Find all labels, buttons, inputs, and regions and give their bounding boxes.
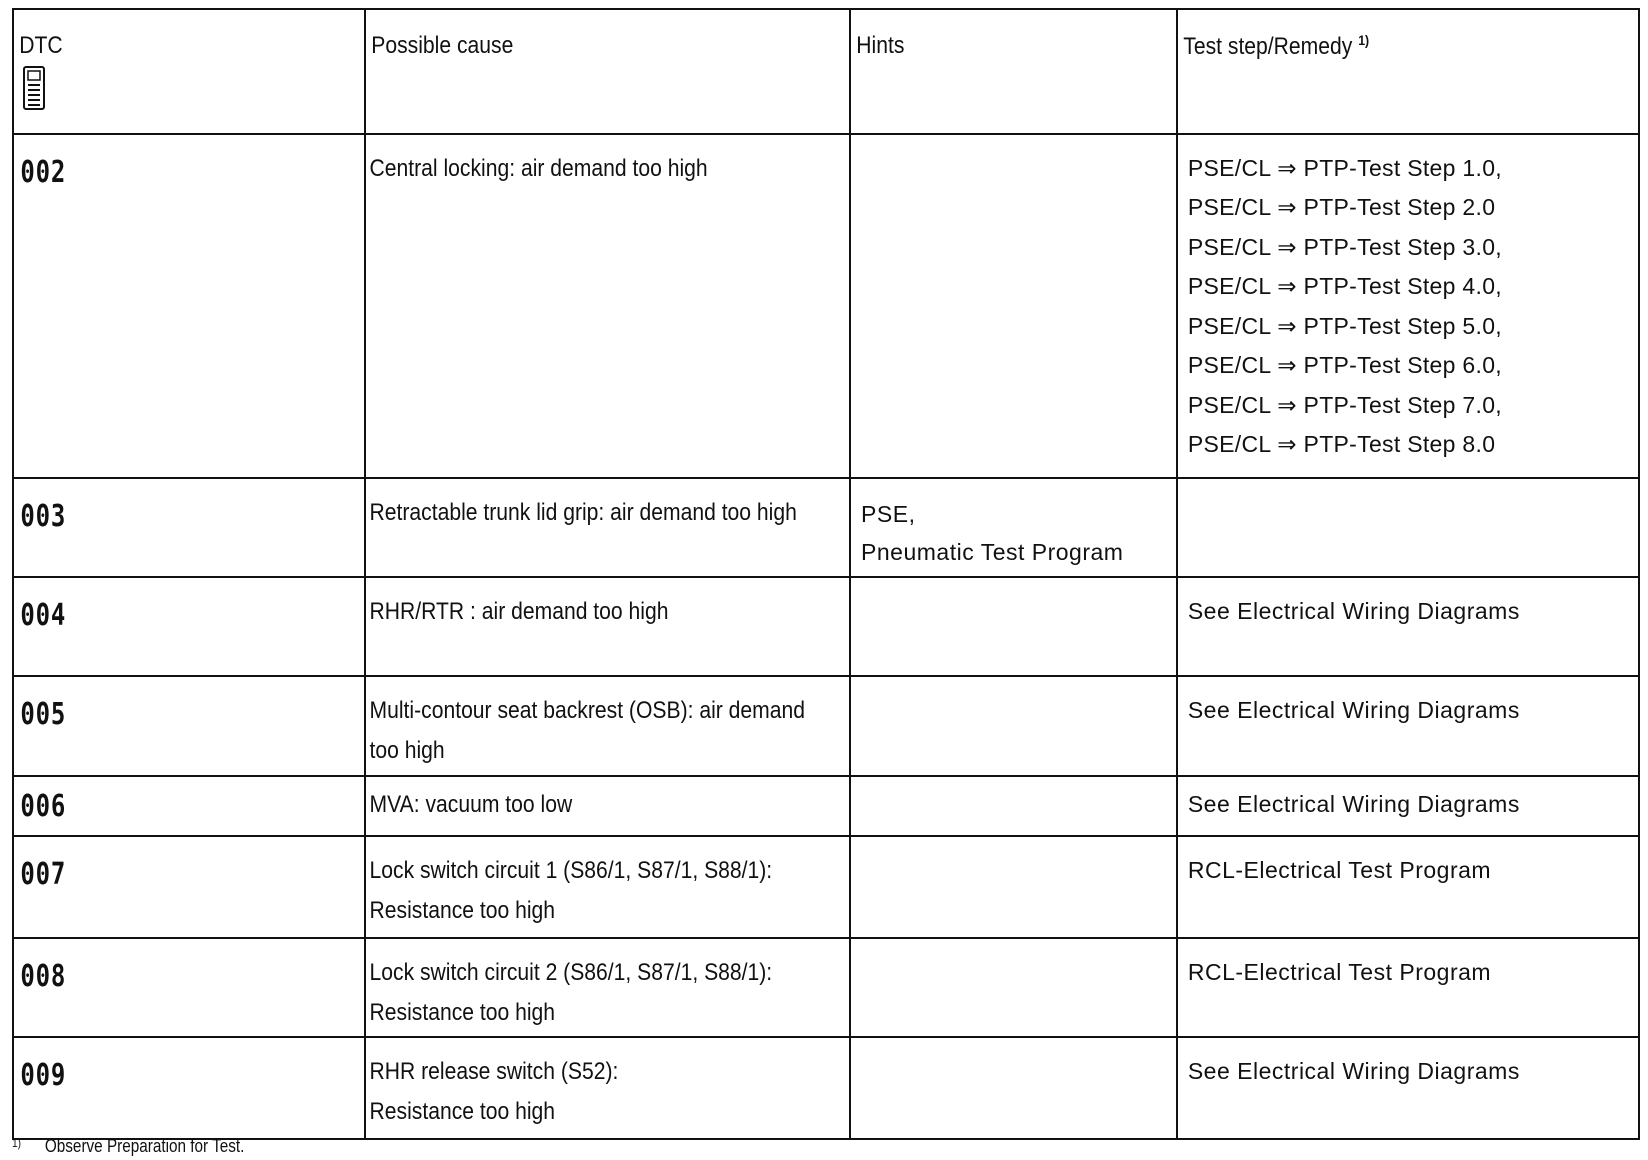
remedy-text: RCL-Electrical Test Program [1187, 856, 1492, 883]
header-test-step-cell [1177, 9, 1639, 134]
hints-line: PSE, [861, 501, 916, 527]
remedy-text: RCL-Electrical Test Program [1187, 958, 1492, 985]
remedy-line: PSE/CL ⇒ PTP-Test Step 4.0, [1187, 273, 1502, 300]
table-row [13, 676, 1639, 776]
remedy-line: PSE/CL ⇒ PTP-Test Step 3.0, [1187, 233, 1502, 260]
remedy-list [1178, 135, 1638, 465]
possible-cause: Central locking: air demand too high [369, 154, 708, 182]
table-row [13, 776, 1639, 836]
remedy-cell [1177, 478, 1639, 577]
dtc-code: 006 [20, 788, 67, 824]
remedy-text: See Electrical Wiring Diagrams [1187, 790, 1520, 817]
hints-cell [850, 836, 1177, 938]
hints-text [851, 479, 1176, 571]
cause-line: Resistance too high [369, 1098, 555, 1126]
possible-cause [366, 939, 850, 1033]
hints-cell [850, 577, 1177, 677]
header-cause-cell [365, 9, 850, 134]
header-dtc-cell [13, 9, 365, 134]
header-hints-cell [850, 9, 1177, 134]
table-header-row [13, 9, 1639, 134]
cause-line: Lock switch circuit 2 (S86/1, S87/1, S88/1): [369, 958, 773, 986]
remedy-text: See Electrical Wiring Diagrams [1187, 1058, 1520, 1085]
header-hints: Hints [856, 32, 905, 59]
dtc-table [12, 8, 1640, 1140]
hints-line: Pneumatic Test Program [861, 539, 1124, 565]
header-dtc: DTC [19, 32, 63, 59]
hints-cell [850, 134, 1177, 478]
cause-line: Lock switch circuit 1 (S86/1, S87/1, S88/1): [369, 856, 773, 884]
hints-cell [850, 1037, 1177, 1139]
footnote-mark: 1) [12, 1136, 22, 1150]
footnote-text: Observe Preparation for Test. [44, 1136, 245, 1156]
table-row [13, 1037, 1639, 1139]
remedy-text: See Electrical Wiring Diagrams [1187, 697, 1520, 724]
table-row [13, 478, 1639, 577]
header-test-step-label: Test step/Remedy [1183, 33, 1353, 60]
dtc-code: 005 [20, 697, 67, 733]
table-row [13, 836, 1639, 938]
hints-cell [850, 776, 1177, 836]
table-row [13, 577, 1639, 677]
hints-cell [850, 676, 1177, 776]
table-row [13, 134, 1639, 478]
remedy-line: PSE/CL ⇒ PTP-Test Step 2.0 [1187, 194, 1496, 221]
possible-cause [366, 837, 850, 931]
cause-line: Resistance too high [369, 998, 555, 1026]
cause-line: RHR release switch (S52): [369, 1058, 619, 1086]
possible-cause: RHR/RTR : air demand too high [369, 597, 669, 625]
dtc-code: 008 [20, 958, 67, 994]
hand-held-tester-icon [22, 66, 46, 110]
remedy-line: PSE/CL ⇒ PTP-Test Step 8.0 [1187, 431, 1496, 458]
remedy-line: PSE/CL ⇒ PTP-Test Step 1.0, [1187, 154, 1502, 181]
cause-line: too high [369, 737, 445, 765]
header-possible-cause: Possible cause [371, 32, 514, 59]
dtc-code: 007 [20, 856, 67, 892]
header-test-step [1178, 10, 1583, 61]
remedy-line: PSE/CL ⇒ PTP-Test Step 6.0, [1187, 352, 1502, 379]
dtc-code: 003 [20, 499, 67, 534]
remedy-line: PSE/CL ⇒ PTP-Test Step 7.0, [1187, 391, 1502, 418]
table-row [13, 938, 1639, 1038]
dtc-code: 002 [20, 154, 67, 190]
remedy-line: PSE/CL ⇒ PTP-Test Step 5.0, [1187, 312, 1502, 339]
possible-cause: Retractable trunk lid grip: air demand too high [369, 499, 797, 526]
possible-cause: MVA: vacuum too low [369, 790, 573, 818]
hints-cell [850, 938, 1177, 1038]
header-footnote-ref: 1) [1358, 32, 1369, 48]
dtc-code: 009 [20, 1058, 67, 1094]
cause-line: Resistance too high [369, 896, 555, 924]
possible-cause [366, 677, 850, 771]
remedy-text: See Electrical Wiring Diagrams [1187, 597, 1520, 624]
footnote [12, 1136, 244, 1157]
possible-cause [366, 1038, 850, 1132]
cause-line: Multi-contour seat backrest (OSB): air demand [369, 697, 805, 725]
dtc-code: 004 [20, 597, 67, 633]
